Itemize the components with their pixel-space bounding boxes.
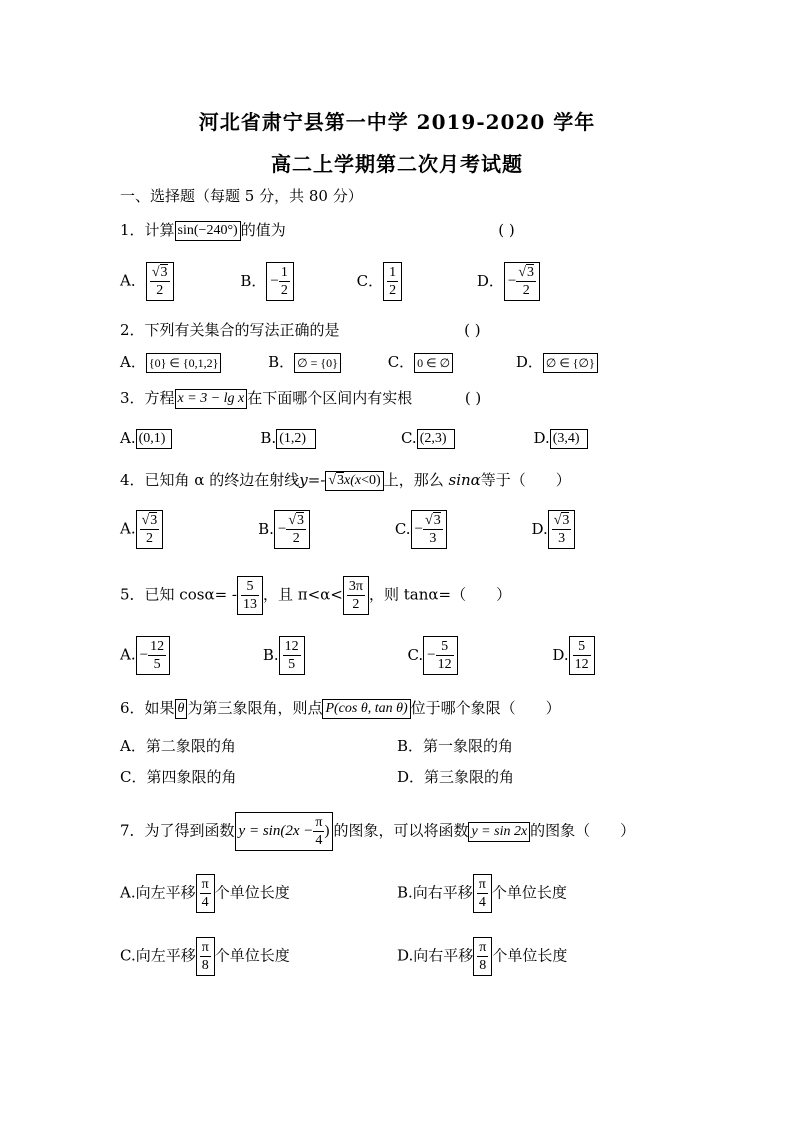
q4-stem: 4．已知角 α 的终边在射线 [120, 471, 300, 489]
title-line-1: 河北省肃宁县第一中学 2019-2020 学年 [198, 110, 596, 134]
option-label: C. [394, 519, 411, 538]
q6-theta: θ [175, 699, 188, 719]
option-label: D． [476, 271, 504, 290]
q2-option-d: ∅ ∈ {∅} [543, 353, 598, 373]
option-label: C. [407, 645, 424, 664]
question-4 [120, 470, 571, 491]
q4-ray-y: y=- [299, 471, 326, 489]
q5-options [120, 636, 595, 675]
q4-option-a: $\frac{√3}{2}$ [136, 510, 164, 549]
q6-stem-end: 位于哪个象限（ ） [410, 699, 561, 717]
q5-fraction-cos: $\frac{5}{13}$ [237, 576, 263, 615]
option-label: C． [387, 353, 415, 371]
q5-stem: 5．已知 cosα= - [120, 585, 237, 604]
q5-option-d: $\frac{5}{12}$ [569, 636, 595, 675]
q3-option-c: (2,3) [417, 429, 455, 449]
q4-options [120, 510, 575, 549]
q1-option-d: − $\frac{√3}{2}$ [504, 262, 540, 301]
q3-option-b: (1,2) [276, 429, 316, 449]
option-label: B． [268, 353, 295, 371]
q4-ray-expression: √3x(x<0) [325, 471, 383, 491]
option-label: C． [356, 271, 384, 290]
answer-paren: ( ) [464, 321, 481, 339]
q2-option-c: 0 ∈ ∅ [414, 353, 453, 373]
q2-option-a: {0} ∈ {0,1,2} [146, 353, 222, 373]
question-2 [120, 320, 500, 340]
option-label: A. [120, 519, 136, 538]
q5-stem-mid: ，且 π<α< [262, 585, 343, 604]
option-label: C. [400, 429, 417, 447]
q3-stem-end: 在下面哪个区间内有实根 [247, 389, 413, 407]
q1-option-a: $\frac{√3}{2}$ [146, 262, 174, 301]
q7-option-a: A.向左平移 $\frac{\pi}{4}$ 个单位长度 [120, 874, 290, 913]
option-label: D. [552, 645, 569, 664]
answer-paren: ( ) [498, 221, 515, 239]
option-label: D. [531, 519, 548, 538]
q1-expression: sin(−240°) [175, 221, 241, 241]
q7-stem: 7．为了得到函数 [120, 821, 235, 840]
answer-paren: ( ) [464, 389, 482, 407]
q7-stem-end: 的图象（ ） [530, 821, 636, 840]
option-label: B. [258, 519, 274, 538]
q3-options [120, 428, 588, 449]
q7-option-d: D.向右平移 $\frac{\pi}{8}$ 个单位长度 [397, 937, 567, 976]
q7-target-function: y = sin(2x − $\frac{\pi}{4}$ ) [235, 812, 334, 851]
q1-stem-end: 的值为 [240, 221, 286, 239]
q5-stem-end: ，则 tanα=（ ） [368, 585, 512, 604]
q5-fraction-bound: $\frac{3\pi}{2}$ [343, 576, 369, 615]
question-3 [120, 388, 501, 409]
q1-options [120, 262, 540, 301]
question-1 [120, 220, 535, 241]
q2-stem: 2．下列有关集合的写法正确的是 [120, 321, 340, 339]
option-label: A． [120, 353, 146, 371]
q6-option-d: D．第三象限的角 [397, 768, 515, 786]
option-label: A． [120, 271, 146, 290]
q5-option-c: − $\frac{5}{12}$ [423, 636, 457, 675]
question-7 [120, 812, 635, 851]
option-label: D. [533, 429, 550, 447]
q1-stem: 1．计算 [120, 221, 175, 239]
q3-stem: 3．方程 [120, 389, 175, 407]
q7-stem-mid: 的图象，可以将函数 [333, 821, 469, 840]
q6-option-c: C．第四象限的角 [120, 768, 237, 786]
option-label: B． [240, 271, 267, 290]
q6-option-a: A．第二象限的角 [120, 737, 236, 755]
q4-stem-end: 等于（ ） [480, 471, 571, 489]
q3-option-d: (3,4) [550, 429, 588, 449]
q4-stem-mid: 上，那么 [383, 471, 444, 489]
q6-stem-mid: 为第三象限角，则点 [187, 699, 323, 717]
q7-option-b: B.向右平移 $\frac{\pi}{4}$ 个单位长度 [397, 874, 567, 913]
q4-option-b: − $\frac{√3}{2}$ [274, 510, 310, 549]
q1-option-b: − $\frac{1}{2}$ [266, 262, 293, 301]
section-heading: 一、选择题（每题 5 分，共 80 分） [120, 187, 363, 205]
q4-option-c: − $\frac{√3}{3}$ [411, 510, 447, 549]
q6-stem: 6．如果 [120, 699, 175, 717]
q6-point: P(cos θ, tan θ) [322, 699, 410, 719]
q5-option-b: $\frac{12}{5}$ [279, 636, 305, 675]
option-label: B. [262, 645, 279, 664]
q3-option-a: (0,1) [136, 429, 172, 449]
title-line-2: 高二上学期第二次月考试题 [271, 152, 523, 176]
q2-option-b: ∅ = {0} [294, 353, 341, 373]
question-5 [120, 576, 511, 615]
option-label: D． [515, 353, 543, 371]
q3-expression: x = 3 − lg x [175, 389, 248, 409]
option-label: A. [120, 645, 136, 664]
option-label: B. [260, 429, 277, 447]
q5-option-a: − $\frac{12}{5}$ [136, 636, 170, 675]
q7-option-c: C.向左平移 $\frac{\pi}{8}$ 个单位长度 [120, 937, 290, 976]
question-6 [120, 698, 561, 719]
option-label: A. [120, 429, 136, 447]
q2-options [120, 352, 598, 373]
q4-option-d: $\frac{√3}{3}$ [548, 510, 576, 549]
q4-sin: sinα [448, 471, 481, 489]
q1-option-c: $\frac{1}{2}$ [383, 262, 402, 301]
q7-source-function: y = sin 2x [468, 822, 530, 842]
q6-option-b: B．第一象限的角 [397, 737, 514, 755]
